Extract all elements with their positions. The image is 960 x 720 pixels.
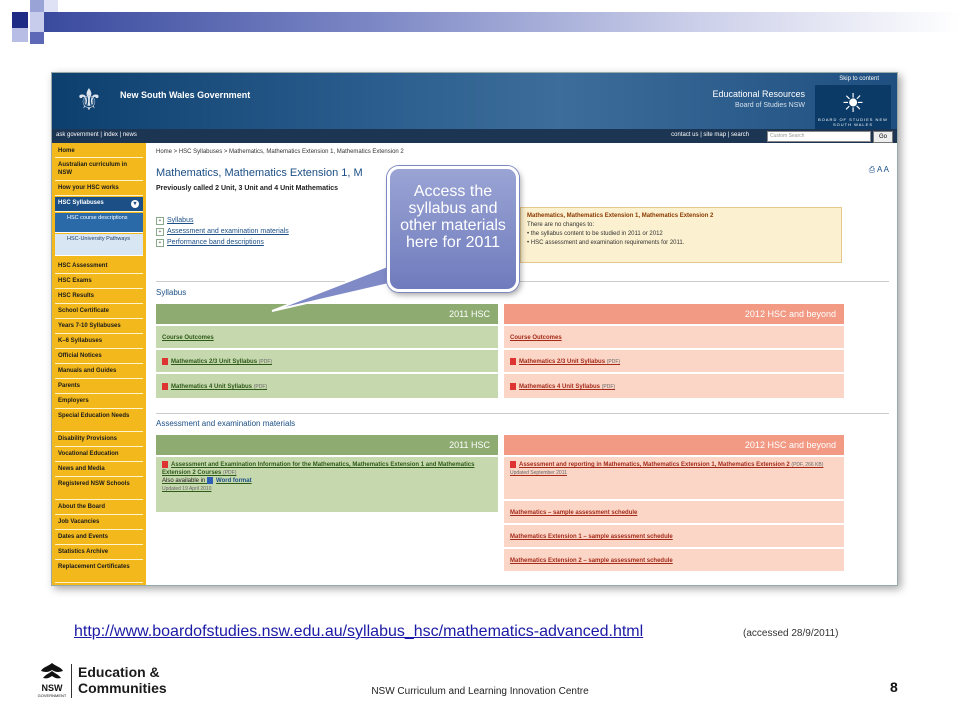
syllabus-4-unit-2011[interactable] bbox=[156, 374, 498, 400]
nav-item-special-education[interactable]: Special Education Needs bbox=[55, 410, 143, 432]
sample-schedule-ext2[interactable]: Mathematics Extension 2 – sample assessment schedule bbox=[504, 549, 844, 573]
syllabus-23-unit-2011[interactable] bbox=[156, 350, 498, 374]
ed-resources-title: Educational Resources bbox=[712, 89, 805, 99]
nsw-crest-icon: ⚜ bbox=[75, 84, 103, 117]
band-descriptions-label: Performance band descriptions bbox=[167, 239, 264, 246]
assessment-info-2011[interactable] bbox=[156, 457, 498, 514]
notice-line: • the syllabus content to be studied in 2011 or 2012 bbox=[527, 231, 663, 237]
print-icon[interactable]: ⎙ bbox=[868, 165, 876, 174]
col-header-2011: 2011 HSC bbox=[156, 304, 498, 324]
utility-links[interactable]: ask government | index | news bbox=[56, 132, 137, 138]
source-url-link[interactable]: http://www.boardofstudies.nsw.edu.au/syllabus_hsc/mathematics-advanced.html bbox=[74, 623, 644, 640]
pdf-icon bbox=[510, 358, 516, 365]
site-header bbox=[52, 73, 897, 129]
nsw-mark: NSW bbox=[41, 683, 63, 693]
accessed-date: (accessed 28/9/2011) bbox=[743, 628, 839, 639]
logo-line-1: Education & bbox=[78, 664, 160, 680]
notice-line: There are no changes to: bbox=[527, 222, 595, 228]
nav-item-hsc-results[interactable]: HSC Results bbox=[55, 290, 143, 304]
syllabus-23-unit-2012[interactable] bbox=[504, 350, 844, 374]
assessment-info-link: Assessment and Examination Information for the Mathematics, Mathematics Extension 1 and Mathematics Extension 2 Courses bbox=[162, 462, 475, 477]
page-links bbox=[156, 215, 289, 248]
notice-box bbox=[520, 207, 842, 263]
decor-square bbox=[44, 0, 58, 12]
chevron-down-icon: ▾ bbox=[131, 200, 139, 208]
assessment-link-label: Assessment and examination materials bbox=[167, 228, 289, 235]
nav-item-parents[interactable]: Parents bbox=[55, 380, 143, 394]
decor-square bbox=[30, 12, 44, 32]
course-outcomes-2011[interactable]: Course Outcomes bbox=[156, 326, 498, 350]
col-header-2012: 2012 HSC and beyond bbox=[504, 435, 844, 455]
sample-schedule-math[interactable]: Mathematics – sample assessment schedule bbox=[504, 501, 844, 525]
bos-logo-caption: BOARD OF STUDIES NEW SOUTH WALES bbox=[818, 117, 888, 127]
row-label: Mathematics 4 Unit Syllabus bbox=[519, 384, 601, 390]
website-screenshot bbox=[51, 72, 898, 586]
word-format-link[interactable]: Word format bbox=[216, 478, 252, 485]
left-nav bbox=[52, 143, 146, 585]
assessment-link[interactable] bbox=[156, 226, 289, 237]
nav-item-job-vacancies[interactable]: Job Vacancies bbox=[55, 516, 143, 530]
col-header-2012: 2012 HSC and beyond bbox=[504, 304, 844, 324]
nav-item-australian-curriculum[interactable]: Australian curriculum in NSW bbox=[55, 159, 143, 181]
print-text-size-tools[interactable] bbox=[869, 165, 889, 175]
nav-item-dates-events[interactable]: Dates and Events bbox=[55, 531, 143, 545]
decor-square bbox=[12, 28, 28, 42]
nav-item-statistics[interactable]: Statistics Archive bbox=[55, 546, 143, 560]
nav-item-replacement-certificates[interactable]: Replacement Certificates bbox=[55, 561, 143, 583]
skip-link[interactable]: Skip to content bbox=[839, 76, 879, 82]
search-input[interactable]: Custom Search bbox=[767, 131, 871, 142]
decor-top-bar bbox=[44, 12, 960, 32]
nav-item-registered-schools[interactable]: Registered NSW Schools bbox=[55, 478, 143, 500]
bos-logo-icon[interactable]: ☀ BOARD OF STUDIES NEW SOUTH WALES bbox=[815, 85, 891, 129]
notice-line: • HSC assessment and examination requirements for 2011. bbox=[527, 240, 685, 246]
nav-item-vocational[interactable]: Vocational Education bbox=[55, 448, 143, 462]
assessment-reporting-link: Assessment and reporting in Mathematics, Mathematics Extension 1, Mathematics Extension 2 bbox=[519, 462, 790, 469]
sample-schedule-ext1[interactable]: Mathematics Extension 1 – sample assessment schedule bbox=[504, 525, 844, 549]
nav-sub-course-descriptions[interactable]: HSC course descriptions bbox=[55, 213, 143, 233]
assessment-heading: Assessment and examination materials bbox=[156, 419, 296, 428]
page-title: Mathematics, Mathematics Extension 1, M bbox=[156, 167, 363, 179]
pdf-icon bbox=[162, 383, 168, 390]
pdf-tag: (PDF) bbox=[258, 359, 273, 365]
syllabus-link-label: Syllabus bbox=[167, 217, 194, 224]
nav-item-news-media[interactable]: News and Media bbox=[55, 463, 143, 477]
pdf-icon bbox=[162, 461, 168, 468]
updated-date: Updated 19 April 2010 bbox=[162, 486, 212, 493]
divider bbox=[156, 413, 889, 414]
pdf-icon bbox=[510, 383, 516, 390]
nsw-sub: GOVERNMENT bbox=[37, 693, 67, 698]
nav-item-how-hsc-works[interactable]: How your HSC works bbox=[55, 182, 143, 196]
nav-item-disability[interactable]: Disability Provisions bbox=[55, 433, 143, 447]
row-label: Mathematics 2/3 Unit Syllabus bbox=[519, 359, 606, 365]
plus-icon: + bbox=[156, 228, 164, 236]
nav-item-about-board[interactable]: About the Board bbox=[55, 501, 143, 515]
updated-date: Updated September 2011 bbox=[510, 470, 567, 477]
pdf-tag: (PDF) bbox=[253, 384, 268, 390]
decor-square bbox=[30, 32, 44, 44]
syllabus-link[interactable] bbox=[156, 215, 289, 226]
decor-square bbox=[30, 0, 44, 12]
pdf-tag: (PDF) bbox=[601, 384, 616, 390]
search-go-button[interactable]: Go bbox=[873, 131, 893, 143]
divider bbox=[156, 281, 889, 282]
nav-item-employers[interactable]: Employers bbox=[55, 395, 143, 409]
pdf-tag: (PDF) bbox=[223, 470, 237, 477]
nav-item-hsc-exams[interactable]: HSC Exams bbox=[55, 275, 143, 289]
assessment-reporting-2012[interactable] bbox=[504, 457, 844, 501]
also-available: Also available in bbox=[162, 478, 206, 485]
nav-item-manuals[interactable]: Manuals and Guides bbox=[55, 365, 143, 379]
nav-item-hsc-syllabuses[interactable] bbox=[55, 197, 143, 212]
nav-item-official-notices[interactable]: Official Notices bbox=[55, 350, 143, 364]
band-descriptions-link[interactable] bbox=[156, 237, 289, 248]
plus-icon: + bbox=[156, 239, 164, 247]
bos-subtitle: Board of Studies NSW bbox=[734, 102, 805, 109]
nav-item-label: HSC Syllabuses bbox=[58, 200, 104, 206]
syllabus-heading: Syllabus bbox=[156, 288, 187, 297]
syllabus-4-unit-2012[interactable] bbox=[504, 374, 844, 400]
nav-item-years-7-10[interactable]: Years 7-10 Syllabuses bbox=[55, 320, 143, 334]
col-header-2011: 2011 HSC bbox=[156, 435, 498, 455]
row-label: Mathematics 4 Unit Syllabus bbox=[171, 384, 253, 390]
nav-item-hsc-assessment[interactable]: HSC Assessment bbox=[55, 260, 143, 274]
pdf-icon bbox=[162, 358, 168, 365]
plus-icon: + bbox=[156, 217, 164, 225]
contact-links[interactable]: contact us | site map | search bbox=[671, 132, 749, 138]
callout-bubble: Access the syllabus and other materials here for 2011 bbox=[387, 166, 519, 292]
logo-line-2: Communities bbox=[78, 680, 167, 696]
word-icon bbox=[207, 477, 213, 484]
previously-called: Previously called 2 Unit, 3 Unit and 4 Unit Mathematics bbox=[156, 185, 339, 192]
nav-sub-university-pathways[interactable]: HSC-University Pathways bbox=[55, 234, 143, 256]
pdf-size: (PDF, 266 KB) bbox=[791, 462, 824, 469]
notice-title: Mathematics, Mathematics Extension 1, Mathematics Extension 2 bbox=[527, 213, 714, 219]
pdf-tag: (PDF) bbox=[606, 359, 621, 365]
nav-item-school-certificate[interactable]: School Certificate bbox=[55, 305, 143, 319]
page-number: 8 bbox=[890, 679, 898, 695]
utility-bar bbox=[52, 129, 897, 143]
slide-footer: NSW Curriculum and Learning Innovation Centre bbox=[371, 686, 589, 697]
breadcrumb[interactable]: Home > HSC Syllabuses > Mathematics, Mathematics Extension 1, Mathematics Extension 2 bbox=[156, 149, 404, 155]
nav-item-k6[interactable]: K–6 Syllabuses bbox=[55, 335, 143, 349]
row-label: Mathematics 2/3 Unit Syllabus bbox=[171, 359, 258, 365]
course-outcomes-2012[interactable]: Course Outcomes bbox=[504, 326, 844, 350]
decor-square bbox=[12, 12, 28, 28]
text-size-label[interactable]: A A bbox=[876, 165, 889, 174]
gov-title[interactable]: New South Wales Government bbox=[120, 90, 251, 100]
pdf-icon bbox=[510, 461, 516, 468]
nav-item-home[interactable]: Home bbox=[55, 145, 143, 158]
